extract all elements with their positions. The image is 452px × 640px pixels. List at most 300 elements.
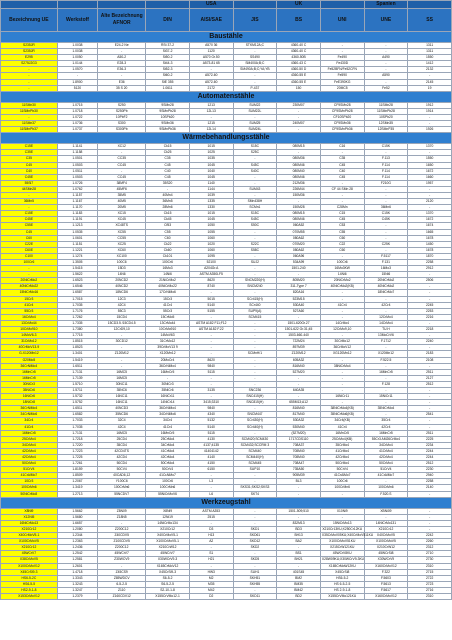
table-cell: - — [364, 150, 408, 156]
table-cell: 16NiCr11 — [146, 394, 190, 400]
table-cell: 4360-55 E — [277, 79, 321, 85]
table-cell: 1678 — [408, 247, 452, 253]
table-cell: Z100CDV5 — [98, 539, 146, 545]
table-cell: - — [408, 272, 452, 278]
table-cell: 36Mn5 — [146, 199, 190, 205]
table-cell: 14NiCrMo134 — [146, 520, 190, 526]
table-cell: 15Cr3 — [1, 296, 58, 302]
table-cell: 4340 — [189, 412, 233, 418]
column-header-aisi-sae: AISI/SAE — [189, 9, 233, 32]
table-cell: 2940 — [408, 473, 452, 479]
table-cell: - — [364, 79, 408, 85]
table-cell: 2244 — [408, 455, 452, 461]
section-header-row — [1, 133, 452, 144]
table-cell: SUM43 — [233, 186, 277, 192]
table-cell: SKS31;SKS2;SKS3 — [233, 485, 277, 491]
table-cell: X165CrMoW12KU — [320, 563, 364, 569]
table-cell: 1.1221 — [57, 247, 97, 253]
table-cell: - — [320, 387, 364, 393]
table-cell: 15NiCrMo13 — [320, 520, 364, 526]
table-cell: - — [364, 363, 408, 369]
table-cell: 1412 — [408, 61, 452, 67]
table-cell: 5140 — [189, 302, 233, 308]
table-cell: - — [233, 375, 277, 381]
table-body — [1, 1, 452, 600]
table-cell: 655M13;A12 — [277, 400, 321, 406]
table-cell: SKD61 — [233, 533, 277, 539]
table-cell: X40CrMoV5-1 — [1, 533, 58, 539]
table-cell: 1.7262 — [57, 314, 97, 320]
table-cell: X165CrMoV12 — [146, 563, 190, 569]
table-cell: 12Ni19 — [146, 514, 190, 520]
table-cell: - — [98, 73, 146, 79]
table-cell: 1025 — [189, 150, 233, 156]
table-cell: A570 Gr.50 — [189, 55, 233, 61]
table-cell: - — [233, 192, 277, 198]
table-cell: 16MnCr5 — [364, 369, 408, 375]
table-cell: FeE390KG — [320, 79, 364, 85]
table-cell: 30NC11 — [98, 381, 146, 387]
table-cell: 1050 — [189, 223, 233, 229]
table-cell: C55 — [320, 229, 364, 235]
table-cell: 1.7220 — [57, 442, 97, 448]
table-cell: 41Cr4 — [146, 424, 190, 430]
table-cell: D3 — [189, 526, 233, 532]
table-cell: C16 — [320, 144, 364, 150]
table-cell: X100CrMoV5 — [1, 539, 58, 545]
table-cell: C45 — [320, 162, 364, 168]
table-cell: F.322 — [364, 569, 408, 575]
table-cell: - — [1, 266, 58, 272]
table-cell: - — [233, 156, 277, 162]
table-cell: 41404142 — [189, 448, 233, 454]
table-cell: - — [277, 545, 321, 551]
table-cell: ASTM A182 F.22 — [189, 327, 233, 333]
table-cell: 1.1183 — [57, 211, 97, 217]
table-cell: 530A40 — [277, 302, 321, 308]
table-cell: F.114 — [364, 174, 408, 180]
table-cell: 17CrNiMo6 — [146, 290, 190, 296]
table-cell: - — [408, 73, 452, 79]
table-cell: 2132 — [408, 67, 452, 73]
table-cell: 080M15 — [277, 211, 321, 217]
table-cell: - — [98, 563, 146, 569]
table-cell: 1550 — [408, 156, 452, 162]
table-cell: 20NCD2 — [98, 278, 146, 284]
table-cell: C22E — [1, 241, 58, 247]
table-cell: 13CrMo44 — [1, 320, 58, 326]
table-cell: 2120 — [408, 199, 452, 205]
table-cell: - — [320, 369, 364, 375]
table-cell: - — [233, 479, 277, 485]
table-cell: 16MC5 — [98, 375, 146, 381]
table-cell: A572-60 — [189, 73, 233, 79]
column-header-row — [1, 9, 452, 32]
table-cell: - — [277, 394, 321, 400]
table-cell: 20MC5 — [320, 85, 364, 91]
table-cell: 2260 — [408, 539, 452, 545]
table-cell: - — [233, 551, 277, 557]
table-cell: 1.0038 — [57, 43, 97, 49]
table-cell: 100CrMn6 — [320, 485, 364, 491]
table-cell: X40CrMoV5 — [364, 533, 408, 539]
table-cell: 16MnCr5 — [146, 369, 190, 375]
table-cell: 55Cr3 — [1, 308, 58, 314]
table-cell: 1.0762 — [57, 186, 97, 192]
table-cell: SKD5 — [233, 557, 277, 563]
table-cell: XC45 — [98, 217, 146, 223]
table-cell: HS6-5-2C — [1, 575, 58, 581]
table-cell: X210Cr13KU;X250Cr12KU — [322, 526, 363, 531]
table-cell: C22 — [320, 241, 364, 247]
table-cell: - — [408, 418, 452, 424]
table-cell: 16MnCr5 — [146, 430, 190, 436]
table-cell: 1.6546 — [57, 284, 97, 290]
table-cell: 16MnCr5 — [320, 430, 364, 436]
table-cell: - — [320, 333, 364, 339]
table-cell: L3 — [189, 479, 233, 485]
table-cell: X120Mn12 — [146, 351, 190, 357]
table-cell: SCMn1 — [233, 205, 277, 211]
table-cell: C40 — [146, 168, 190, 174]
table-cell: 2310 — [408, 563, 452, 569]
table-cell: - — [277, 491, 321, 497]
table-cell: 42C4 — [98, 424, 146, 430]
table-cell: - — [189, 520, 233, 526]
table-cell: HS 2-9-1-8 — [320, 587, 364, 593]
table-cell: - — [1, 205, 58, 211]
table-cell: C60 — [320, 247, 364, 253]
table-cell: C53 — [320, 223, 364, 229]
table-cell: 1311 — [408, 43, 452, 49]
table-cell: X45CrSi9-3 — [1, 569, 58, 575]
table-cell: 1.6511 — [57, 363, 97, 369]
table-cell: 2127 — [408, 375, 452, 381]
table-cell: - — [277, 314, 321, 320]
section-title: Automatenstähle — [1, 91, 452, 102]
table-cell: 10SPb20 — [146, 114, 190, 120]
table-cell: 35NC6 — [98, 387, 146, 393]
table-cell: 41Cr4 — [320, 302, 364, 308]
table-cell: X210Cr12 — [1, 545, 58, 551]
table-cell: A2 — [189, 539, 233, 545]
table-cell: 2245 — [408, 302, 452, 308]
table-cell: SNCM447 — [233, 412, 277, 418]
table-cell: 1.0601 — [57, 235, 97, 241]
table-cell: - — [233, 381, 277, 387]
table-cell: - — [408, 406, 452, 412]
table-cell: - — [277, 272, 321, 278]
table-cell: XG120Mn12 — [320, 351, 364, 357]
table-cell: 1330 — [189, 205, 233, 211]
country-cell — [408, 1, 452, 9]
table-cell: 080A62 — [277, 235, 321, 241]
table-cell: 100C6 — [98, 260, 146, 266]
table-cell: X8Ni9 — [146, 508, 190, 514]
table-cell: 2710 — [408, 551, 452, 557]
table-cell: X210Cr12 — [1, 526, 58, 532]
table-cell: 25CrMo4 — [1, 436, 58, 442]
table-cell: 32C4 — [98, 418, 146, 424]
table-cell: - — [408, 514, 452, 520]
table-cell: - — [364, 308, 408, 314]
table-cell: 42CrMo4 — [1, 455, 58, 461]
table-cell: - — [320, 296, 364, 302]
table-cell: A573-81 65 — [189, 61, 233, 67]
table-cell: SUM24L — [233, 127, 277, 133]
table-cell: C28Mn — [320, 205, 364, 211]
table-cell: - — [1, 67, 58, 73]
table-cell: S250Pb — [98, 108, 146, 114]
table-cell: F210G — [364, 180, 408, 186]
table-cell: - — [1, 85, 58, 91]
table-cell: Ck60 — [146, 247, 190, 253]
table-cell: F.5617 — [364, 587, 408, 593]
table-cell: 50NiCrMo8 — [1, 491, 58, 497]
table-cell: 1039 — [189, 192, 233, 198]
table-cell: SKD2 — [233, 545, 277, 551]
table-cell: S25C — [233, 150, 277, 156]
table-cell: - — [408, 394, 452, 400]
table-cell: 5120 — [57, 85, 97, 91]
table-cell: 5115 — [189, 369, 233, 375]
table-cell: 34CrNiMo6 — [1, 412, 58, 418]
table-cell: XC100 — [98, 253, 146, 259]
table-cell: 080M46 — [277, 162, 321, 168]
table-cell: 1311 — [408, 49, 452, 55]
table-cell: - — [320, 375, 364, 381]
table-cell: CF9SMnPb36 — [320, 127, 364, 133]
table-cell: 530M40 — [277, 424, 321, 430]
table-cell: 150 — [277, 85, 321, 91]
table-cell: 1672 — [408, 217, 452, 223]
table-cell: 1.3343 — [57, 575, 97, 581]
table-cell: 1.0715 — [57, 102, 97, 108]
table-cell: 34Cr4 — [146, 418, 190, 424]
table-cell: 534A99 — [277, 260, 321, 266]
table-cell: C45 — [1, 162, 58, 168]
table-cell: - — [233, 266, 277, 272]
table-cell: Ck45 — [146, 217, 190, 223]
table-cell: BM35 — [277, 581, 321, 587]
table-cell: 1.7033 — [57, 418, 97, 424]
table-cell: SCM440(H) — [233, 455, 277, 461]
table-cell: SKD12 — [233, 539, 277, 545]
table-cell: 080M46 — [277, 217, 321, 223]
table-cell: - — [146, 375, 190, 381]
table-cell: - — [364, 400, 408, 406]
table-cell: - — [277, 381, 321, 387]
table-cell: 640A35 — [277, 387, 321, 393]
table-cell: 5015 — [189, 296, 233, 302]
table-cell: 1450 — [408, 241, 452, 247]
table-cell: 16NiCr11 — [320, 394, 364, 400]
table-cell: - — [189, 114, 233, 120]
table-cell: 1015 — [189, 144, 233, 150]
table-cell: C40 — [320, 168, 364, 174]
table-cell: 708A37 — [277, 442, 321, 448]
table-cell: 1.0535 — [57, 229, 97, 235]
table-cell: 55C3 — [98, 308, 146, 314]
table-cell: SCr440(H) — [233, 424, 277, 430]
table-cell: 2716 — [408, 587, 452, 593]
column-header-uni: UNI — [320, 9, 364, 32]
table-cell: SCM420;SCM430 — [233, 436, 277, 442]
table-cell: C45 — [1, 229, 58, 235]
table-cell: 311-Type 7 — [277, 284, 321, 290]
table-cell: 25CrMo4 — [146, 436, 190, 442]
table-cell: - — [233, 473, 277, 479]
table-cell: X120Mn12 — [364, 351, 408, 357]
table-cell: 40NCD3 — [98, 406, 146, 412]
column-header-din: DIN — [146, 9, 190, 32]
table-cell: 36Mn6 — [364, 205, 408, 211]
table-cell: 9840 — [189, 406, 233, 412]
table-cell: X38CrMoV5 — [1, 557, 58, 563]
table-cell: X28W09KU;X30WCrV9-3KU — [321, 557, 365, 562]
table-cell: 1.0503 — [57, 174, 97, 180]
table-cell: StE 355 — [146, 79, 190, 85]
column-header-jis: JIS — [233, 9, 277, 32]
table-cell: 1020 — [189, 241, 233, 247]
table-cell: 527A60 — [277, 308, 321, 314]
table-cell: 1.1170 — [57, 205, 97, 211]
table-cell: 708M40 — [277, 455, 321, 461]
table-cell: M2 — [189, 575, 233, 581]
table-cell: 11SMnPb37 — [1, 127, 58, 133]
table-cell: 16NiCr6 — [1, 394, 58, 400]
table-cell: 1.3401 — [57, 351, 97, 357]
table-cell: C40 — [1, 168, 58, 174]
table-cell: 1.3419 — [57, 485, 97, 491]
table-cell: 41CrMo4 — [364, 448, 408, 454]
table-cell: F.5603 — [364, 575, 408, 581]
table-cell: - — [408, 205, 452, 211]
table-cell: 2218 — [408, 327, 452, 333]
table-cell: 2145 — [408, 79, 452, 85]
table-cell: - — [320, 180, 364, 186]
table-cell: 226M44 — [277, 186, 321, 192]
table-cell: 905M39 — [277, 473, 321, 479]
table-cell: 1.2713 — [57, 491, 97, 497]
table-cell: St50-2 — [146, 55, 190, 61]
table-cell: 1.5711 — [57, 387, 97, 393]
table-cell: Fe490 — [320, 55, 364, 61]
table-cell: 1335 — [189, 199, 233, 205]
table-cell: X210CrW12 — [364, 545, 408, 551]
table-cell: 40M5 — [98, 199, 146, 205]
table-cell: 5140 — [189, 424, 233, 430]
table-cell: 34Cr4 — [1, 418, 58, 424]
table-cell: 1660 — [408, 174, 452, 180]
table-cell: X100CrMoV5-1 — [146, 539, 190, 545]
table-cell: 14Ni6 — [146, 272, 190, 278]
table-cell: XC15 — [98, 211, 146, 217]
table-cell: - — [277, 375, 321, 381]
table-cell: Ck15 — [146, 211, 190, 217]
table-cell: 20NiCrMo2 — [364, 278, 408, 284]
table-cell: E36 — [98, 79, 146, 85]
table-cell: - — [320, 199, 364, 205]
table-cell: 230M07 — [277, 102, 321, 108]
table-cell: BD2 — [277, 593, 321, 599]
table-cell: Z85WDCV — [98, 575, 146, 581]
table-cell: S300Pb — [98, 127, 146, 133]
table-cell: 13MoCrV6 — [364, 333, 408, 339]
table-cell: - — [189, 345, 233, 351]
table-cell: 530A32 — [277, 418, 321, 424]
table-cell: 14NiCrMo131 — [364, 520, 408, 526]
table-cell: 16NiCrMo13 — [1, 520, 58, 526]
table-cell: 16MC5 — [98, 430, 146, 436]
table-cell: 070M55 — [277, 229, 321, 235]
table-cell: 4140 — [189, 455, 233, 461]
table-cell: 820A16 — [277, 290, 321, 296]
table-cell: 25CD4 — [98, 436, 146, 442]
table-cell: - — [233, 49, 277, 55]
table-cell: 1.1213 — [57, 223, 97, 229]
table-cell: - — [233, 363, 277, 369]
country-cell-uk: UK — [277, 1, 321, 9]
table-cell: C35 — [146, 156, 190, 162]
table-cell: F.114 — [364, 168, 408, 174]
table-cell: HS6-5-2 — [320, 575, 364, 581]
table-cell: 1.7715 — [57, 333, 97, 339]
table-cell: - — [233, 508, 277, 514]
table-cell: 10CrMo910 — [1, 327, 58, 333]
table-cell: 080M15 — [277, 144, 321, 150]
table-cell: ASTM A182 F11;F12 — [189, 320, 233, 326]
table-cell: X155CrVMo12-1 — [146, 593, 190, 599]
table-cell: 35M5 — [98, 192, 146, 198]
table-cell: XC60 — [98, 247, 146, 253]
table-cell: 1370 — [408, 211, 452, 217]
table-cell: 1140 — [189, 180, 233, 186]
table-cell: 1.1141 — [57, 144, 97, 150]
table-cell: CF 44 SMn 28 — [320, 186, 364, 192]
table-cell: 14NiCr14 — [146, 400, 190, 406]
table-cell: X30WCrV9 — [364, 557, 408, 563]
table-cell: 212M36 — [277, 180, 321, 186]
column-header-werkstoff: Werkstoff — [57, 9, 97, 32]
table-cell: 2715 — [408, 569, 452, 575]
table-cell: X153CrMoV12 — [1, 593, 58, 599]
table-cell: St52-3 — [146, 67, 190, 73]
table-cell: 55Cr3 — [146, 308, 190, 314]
table-cell: - — [233, 320, 277, 326]
table-cell: - — [233, 253, 277, 259]
table-cell: 1912 — [408, 102, 452, 108]
table-cell: 15CD4 — [98, 314, 146, 320]
table-cell: 55NCDV7 — [98, 491, 146, 497]
table-cell: - — [233, 73, 277, 79]
table-cell: 2108 — [408, 357, 452, 363]
table-cell: 100Cr6 — [146, 260, 190, 266]
table-cell: 3135 — [189, 387, 233, 393]
table-cell: - — [98, 345, 146, 351]
table-cell: - — [233, 345, 277, 351]
table-cell: - — [408, 520, 452, 526]
table-cell: 35NCD6 — [98, 412, 146, 418]
table-cell: Ck101 — [146, 253, 190, 259]
table-cell: E36-3 — [98, 67, 146, 73]
table-cell: - — [189, 473, 233, 479]
table-cell: X100CrMoV5 — [364, 539, 408, 545]
table-cell: 35NiCrMo4 — [364, 406, 408, 412]
section-header-row — [1, 497, 452, 508]
table-cell: - — [364, 514, 408, 520]
table-cell: BM2 — [277, 575, 321, 581]
